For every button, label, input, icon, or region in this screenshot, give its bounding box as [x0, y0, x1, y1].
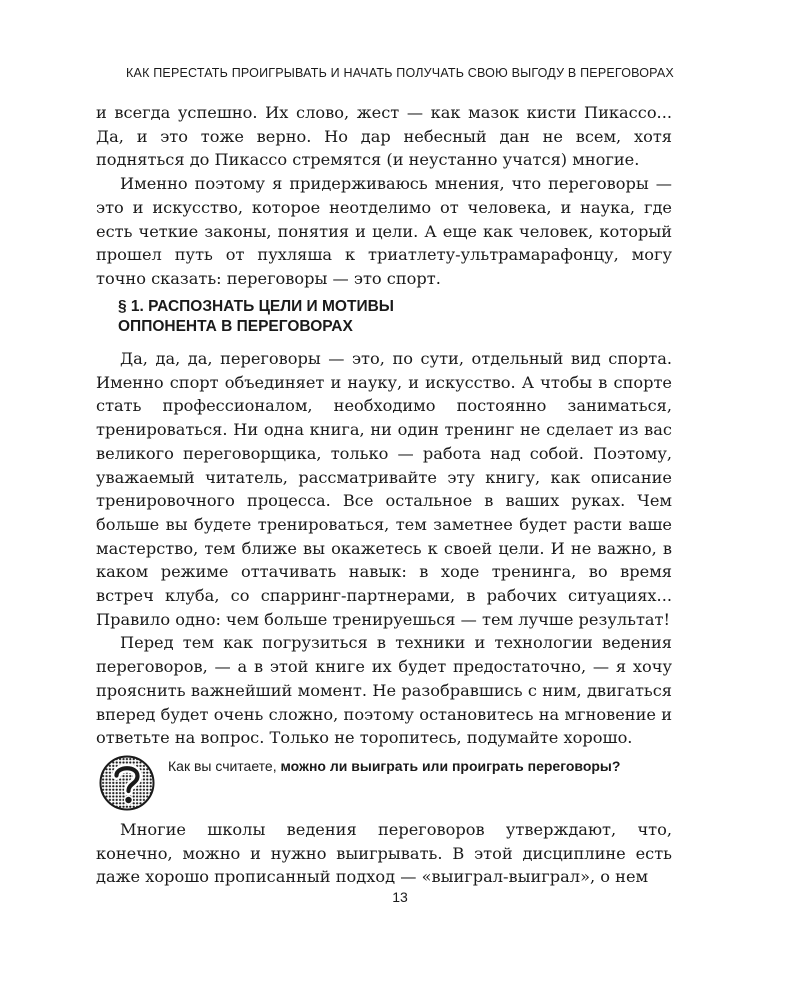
- question-callout: [98, 754, 672, 812]
- section-heading-line-1: § 1. РАСПОЗНАТЬ ЦЕЛИ И МОТИВЫ: [118, 298, 394, 315]
- closing-paragraph: Многие школы ведения переговоров утверждают, что, конечно, можно и нужно выигрывать. В этой дисциплине есть даже хорошо прописанный подход — «выиграл-выиграл», о нем: [96, 820, 672, 887]
- main-paragraph-2: Перед тем как погрузиться в техники и технологии ведения переговоров, — а в этой книге их будет предостаточно, — я хочу прояснить важнейший момент. Не разобравшись с ним, двигаться вперед будет очень сложно, поэтому остановитесь на мгновение и ответьте на вопрос. Только не торопитесь, подумайте хорошо.: [96, 633, 672, 748]
- callout-bold: можно ли выиграть или проиграть переговоры?: [280, 758, 621, 774]
- question-mark-icon: [98, 754, 156, 812]
- callout-question: [168, 756, 672, 777]
- intro-paragraph-2: Именно поэтому я придерживаюсь мнения, что переговоры — это и искусство, которое неотделимо от человека, и наука, где есть четкие законы, понятия и цели. А еще как человек, который прошел путь от пухляша к триатлету-ультрамарафонцу, могу точно сказать: переговоры — это спорт.: [96, 174, 672, 288]
- intro-text: [96, 101, 672, 291]
- intro-paragraph-1: и всегда успешно. Их слово, жест — как мазок кисти Пикассо... Да, и это тоже верно. Но дар небесный дан не всем, хотя подняться до Пикассо стремятся (и неустанно учатся) многие.: [96, 103, 672, 170]
- running-header: КАК ПЕРЕСТАТЬ ПРОИГРЫВАТЬ И НАЧАТЬ ПОЛУЧАТЬ СВОЮ ВЫГОДУ В ПЕРЕГОВОРАХ: [126, 66, 674, 80]
- callout-lead: Как вы считаете,: [168, 758, 281, 774]
- section-heading-line-2: ОППОНЕНТА В ПЕРЕГОВОРАХ: [118, 318, 353, 335]
- section-heading: [118, 297, 394, 337]
- closing-text: [96, 818, 672, 889]
- page-number: 13: [392, 889, 408, 905]
- main-text: [96, 347, 672, 750]
- main-paragraph-1: Да, да, да, переговоры — это, по сути, отдельный вид спорта. Именно спорт объединяет и науку, и искусство. А чтобы в спорте стать профессионалом, необходимо постоянно заниматься, тренироваться. Ни одна книга, ни один тренинг не сделает из вас великого переговорщика, только — работа над собой. Поэтому, уважаемый читатель, рассматривайте эту книгу, как описание тренировочного процесса. Все остальное в ваших руках. Чем больше вы будете тренироваться, тем заметнее будет расти ваше мастерство, тем ближе вы окажетесь к своей цели. И не важно, в каком режиме оттачивать навык: в ходе тренинга, во время встреч клуба, со спарринг-партнерами, в рабочих ситуациях... Правило одно: чем больше тренируешься — тем лучше результат!: [96, 349, 672, 629]
